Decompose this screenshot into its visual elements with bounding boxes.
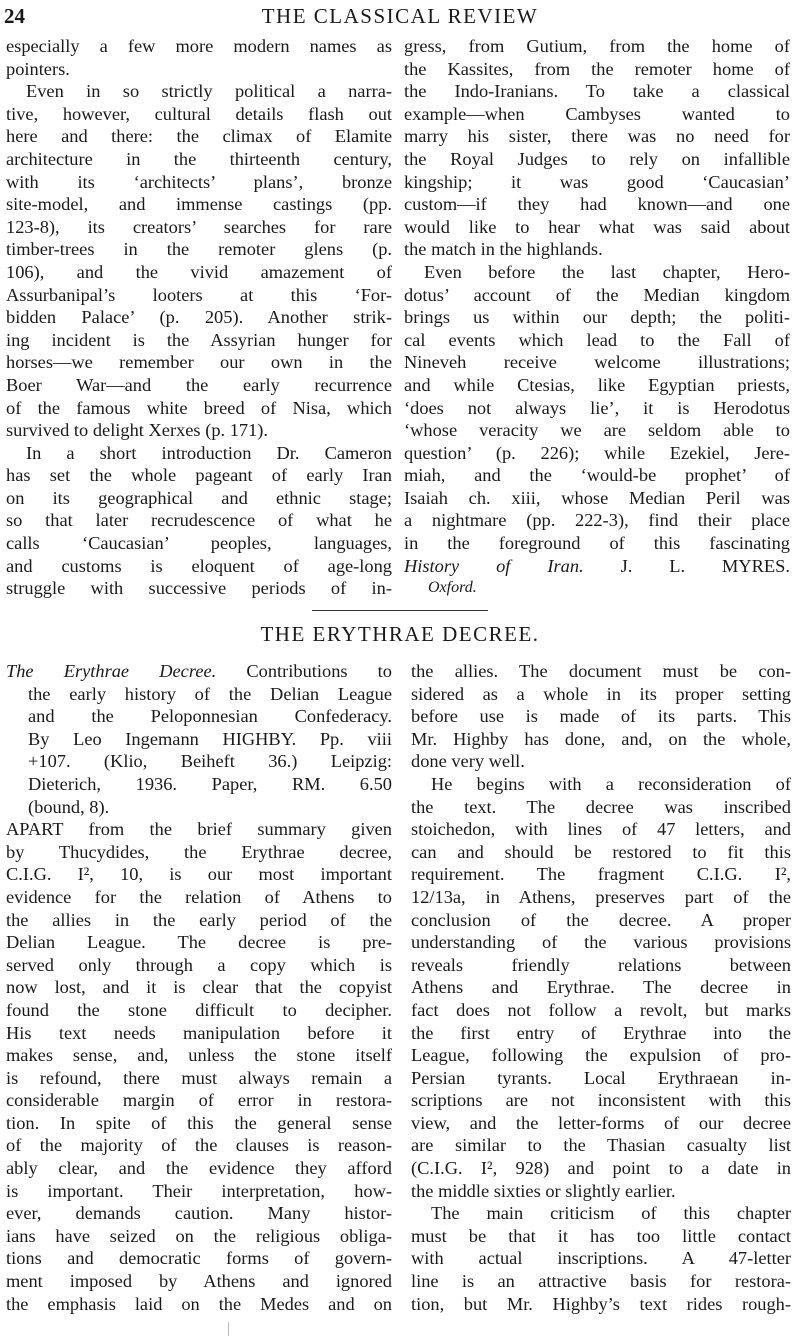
text-line: before use is made of its parts. This: [411, 706, 791, 727]
text-line: ment imposed by Athens and ignored: [6, 1271, 392, 1292]
text-line: custom—if they had known—and one: [404, 194, 790, 215]
text-line: is important. Their interpretation, how-: [6, 1180, 392, 1201]
text-line: calls ‘Caucasian’ peoples, languages,: [6, 533, 392, 554]
text-line: tion, but Mr. Highby’s text rides rough-: [411, 1293, 791, 1314]
text-line: miah, and the ‘would-be prophet’ of: [404, 465, 790, 486]
text-line: especially a few more modern names as: [6, 36, 392, 56]
text-line: the first entry of Erythrae into the: [411, 1022, 791, 1043]
text-line: the Royal Judges to rely on infallible: [404, 148, 790, 169]
text-line: scriptions are not inconsistent with this: [411, 1090, 791, 1111]
text-line: now lost, and it is clear that the copyist: [6, 977, 392, 998]
citation-line: Dieterich, 1936. Paper, RM. 6.50: [28, 773, 392, 794]
text-line: Even in so strictly political a narra-: [26, 81, 392, 102]
text-line: cal events which lead to the Fall of: [404, 329, 790, 350]
text-line: understanding of the various provisions: [411, 932, 791, 953]
text-line: Persian tyrants. Local Erythraean in-: [411, 1067, 791, 1088]
text-line: C.I.G. I², 10, is our most important: [6, 864, 392, 885]
text-line: the text. The decree was inscribed: [411, 796, 791, 817]
reviewer-name: J. L. MYRES.: [620, 555, 790, 576]
section-divider: [312, 610, 488, 611]
text-line: stoichedon, with lines of 47 letters, and: [411, 819, 791, 840]
text-line: requirement. The fragment C.I.G. I²,: [411, 864, 791, 885]
text-line: timber-trees in the remoter glens (p.: [6, 239, 392, 260]
text-line: has set the whole pageant of early Iran: [6, 465, 392, 486]
text-line: Assurbanipal’s looters at this ‘For-: [6, 284, 392, 305]
text-line: In a short introduction Dr. Cameron: [26, 442, 392, 463]
text-line: APART from the brief summary given: [6, 819, 392, 840]
running-head: THE CLASSICAL REVIEW: [261, 4, 539, 28]
text-line: fact does not follow a revolt, but marks: [411, 999, 791, 1020]
text-line: found the stone difficult to decipher.: [6, 999, 392, 1020]
citation-line: the early history of the Delian League: [28, 683, 392, 704]
text-line: gress, from Gutium, from the home of: [404, 36, 790, 56]
text-line: bidden Palace’ (p. 205). Another strik-: [6, 307, 392, 328]
text-line: the Kassites, from the remoter home of: [404, 58, 790, 79]
text-line: ably clear, and the evidence they afford: [6, 1158, 392, 1179]
reviewer-place: Oxford.: [428, 579, 477, 597]
text-line: with its ‘architects’ plans’, bronze: [6, 171, 392, 192]
text-line: evidence for the relation of Athens to: [6, 886, 392, 907]
text-line: and while Ctesias, like Egyptian priests,: [404, 374, 790, 395]
text-line: ians have seized on the religious obliga-: [6, 1225, 392, 1246]
text-line: served only through a copy which is: [6, 954, 392, 975]
text-line: example—when Cambyses wanted to: [404, 103, 790, 124]
scan-mark: [228, 1322, 229, 1336]
text-line: the Indo-Iranians. To take a classical: [404, 81, 790, 102]
text-line: ever, demands caution. Many histor-: [6, 1203, 392, 1224]
text-line: the emphasis laid on the Medes and on: [6, 1293, 392, 1314]
text-line: can and should be restored to fit this: [411, 841, 791, 862]
citation-line: and the Peloponnesian Confederacy.: [28, 706, 392, 727]
text-line: the middle sixties or slightly earlier.: [411, 1180, 676, 1201]
text-line: site-model, and immense castings (pp.: [6, 194, 392, 215]
text-line: line is an attractive basis for restora-: [411, 1271, 791, 1292]
text-line: must be that it has too little contact: [411, 1225, 791, 1246]
page-number: 24: [4, 4, 25, 28]
text-line: horses—we remember our own in the: [6, 352, 392, 373]
text-line: ‘whose veracity we are seldom able to: [404, 420, 790, 441]
review1-right-column: [404, 35, 790, 600]
text-line: Nineveh receive welcome illustrations;: [404, 352, 790, 373]
text-line: would like to hear what was said about: [404, 216, 790, 237]
section-title: THE ERYTHRAE DECREE.: [260, 622, 540, 646]
text-line: dotus’ account of the Median kingdom: [404, 284, 790, 305]
text-line: of the majority of the clauses is reason-: [6, 1135, 392, 1156]
closing-line: [404, 555, 790, 578]
text-line: is refound, there must always remain a: [6, 1067, 392, 1088]
text-line: Delian League. The decree is pre-: [6, 932, 392, 953]
text-line: Athens and Erythrae. The decree in: [411, 977, 791, 998]
text-line: 123-8), its creators’ searches for rare: [6, 216, 392, 237]
text-line: He begins with a reconsideration of: [431, 773, 791, 794]
review1-left-column: [6, 35, 392, 600]
text-line: the allies. The document must be con-: [411, 661, 791, 681]
text-line: on its geographical and ethnic stage;: [6, 487, 392, 508]
text-line: kingship; it was good ‘Caucasian’: [404, 171, 790, 192]
text-line: ‘does not always lie’, it is Herodotus: [404, 397, 790, 418]
text-line: brings us within our depth; the politi-: [404, 307, 790, 328]
text-line: and customs is eloquent of age-long: [6, 555, 392, 576]
text-line: conclusion of the decree. A proper: [411, 909, 791, 930]
text-line: 12/13a, in Athens, preserves part of the: [411, 886, 791, 907]
text-line: question’ (p. 226); while Ezekiel, Jere-: [404, 442, 790, 463]
text-line: reveals friendly relations between: [411, 954, 791, 975]
text-line: His text needs manipulation before it: [6, 1022, 392, 1043]
text-line: sidered as a whole in its proper setting: [411, 683, 791, 704]
text-line: by Thucydides, the Erythrae decree,: [6, 841, 392, 862]
text-line: architecture in the thirteenth century,: [6, 148, 392, 169]
citation-line: +107. (Klio, Beiheft 36.) Leipzig:: [28, 751, 392, 772]
text-line: Even before the last chapter, Hero-: [424, 261, 790, 282]
review2-right-column: [411, 660, 791, 1315]
text-line: done very well.: [411, 751, 525, 772]
text-line: Mr. Highby has done, and, on the whole,: [411, 728, 791, 749]
text-line: view, and the letter-forms of our decree: [411, 1112, 791, 1133]
text-line: makes sense, and, unless the stone itself: [6, 1045, 392, 1066]
text-line: struggle with successive periods of in-: [6, 578, 392, 599]
text-line: so that later recrudescence of what he: [6, 510, 392, 531]
text-line: here and there: the climax of Elamite: [6, 126, 392, 147]
text-line: League, following the expulsion of pro-: [411, 1045, 791, 1066]
citation-line: The Erythrae Decree. Contributions to: [6, 661, 392, 681]
text-line: tion. In spite of this the general sense: [6, 1112, 392, 1133]
text-line: 106), and the vivid amazement of: [6, 261, 392, 282]
text-line: with actual inscriptions. A 47-letter: [411, 1248, 791, 1269]
book-citation: [6, 660, 392, 818]
text-line: tive, however, cultural details flash out: [6, 103, 392, 124]
book-title: The Erythrae Decree.: [6, 661, 217, 681]
text-line: a nightmare (pp. 222-3), find their place: [404, 510, 790, 531]
text-line: The main criticism of this chapter: [431, 1203, 791, 1224]
text-line: tions and democratic forms of govern-: [6, 1248, 392, 1269]
citation-line: By Leo Ingemann HIGHBY. Pp. viii: [28, 728, 392, 749]
text-line: pointers.: [6, 58, 70, 79]
text-line: ing incident is the Assyrian hunger for: [6, 329, 392, 350]
text-line: the allies in the early period of the: [6, 909, 392, 930]
text-line: of the famous white breed of Nisa, which: [6, 397, 392, 418]
review2-left-column: [6, 660, 392, 1315]
text-line: in the foreground of this fascinating: [404, 533, 790, 554]
closing-title: History of Iran.: [404, 555, 584, 576]
text-line: Isaiah ch. xiii, whose Median Peril was: [404, 487, 790, 508]
text-line: are similar to the Thasian casualty list: [411, 1135, 791, 1156]
text-line: survived to delight Xerxes (p. 171).: [6, 420, 269, 441]
text-line: marry his sister, there was no need for: [404, 126, 790, 147]
text-line: (C.I.G. I², 928) and point to a date in: [411, 1158, 791, 1179]
text-line: considerable margin of error in restora-: [6, 1090, 392, 1111]
citation-line: (bound, 8).: [28, 796, 110, 817]
text-line: Boer War—and the early recurrence: [6, 374, 392, 395]
text-line: the match in the highlands.: [404, 239, 603, 260]
